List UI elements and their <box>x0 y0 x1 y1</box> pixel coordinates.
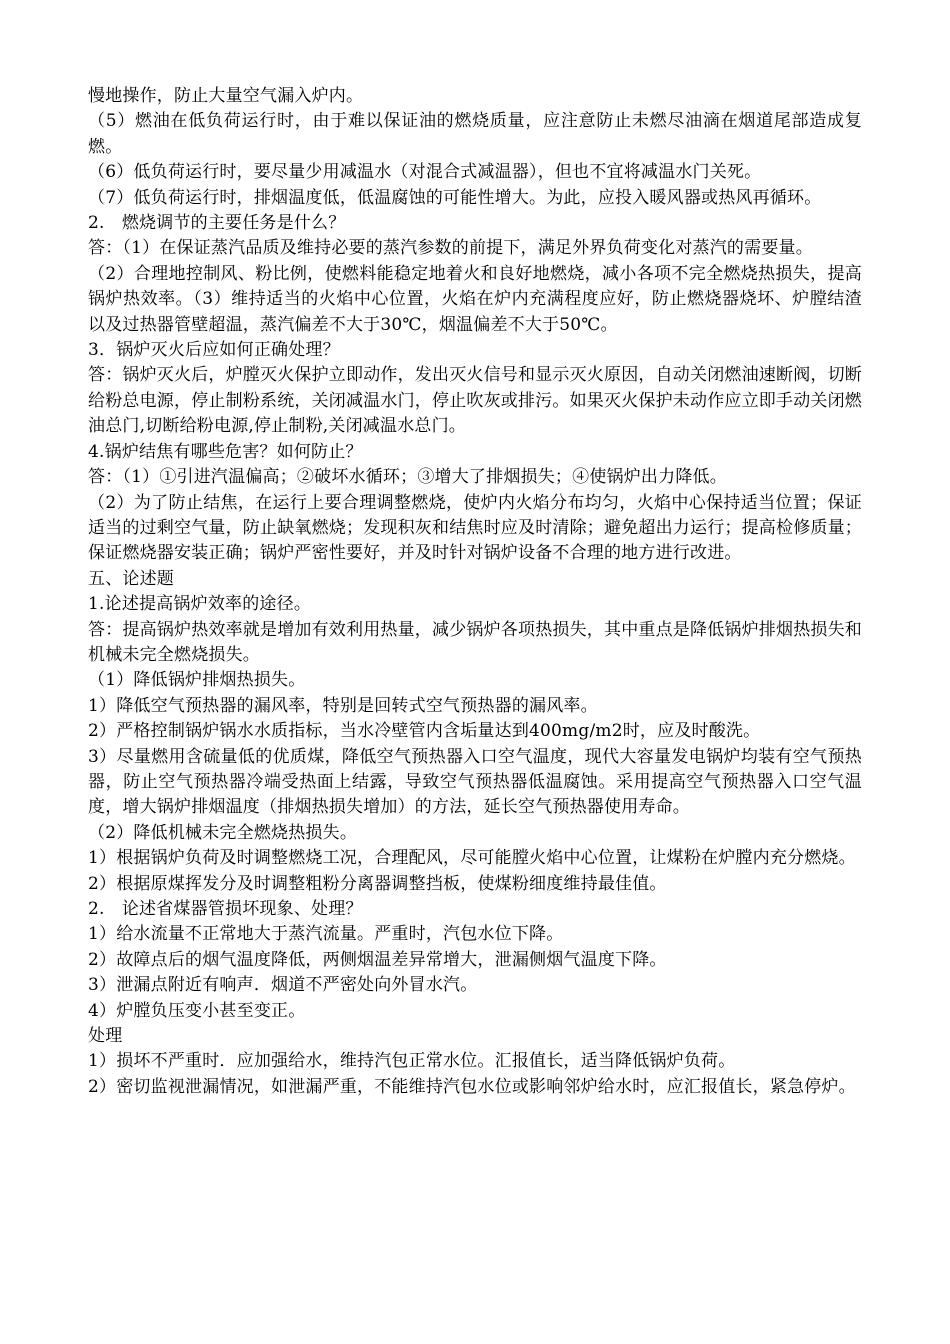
essay-2-symptom-4: 4）炉膛负压变小甚至变正。 <box>88 1000 306 1021</box>
essay-2-heading: 2. 论述省煤器管损坏现象、处理？ <box>88 899 363 919</box>
essay-1-item-2-2: 2）根据原煤挥发分及时调整粗粉分离器调整挡板，使煤粉细度维持最佳值。 <box>88 873 667 894</box>
essay-2-handling-2: 2）密切监视泄漏情况，如泄漏严重，不能维持汽包水位或影响邻炉给水时，应汇报值长，紧急停炉。 <box>88 1076 856 1097</box>
essay-1-heading: 1.论述提高锅炉效率的途径。 <box>88 594 312 615</box>
answer-4-part-1: 答：（1）①引进汽温偏高；②破坏水循环；③增大了排烟损失；④使锅炉出力降低。 <box>88 467 727 488</box>
essay-1-subheading-1: （1）降低锅炉排烟热损失。 <box>88 670 306 691</box>
essay-1-item-3: 3）尽量燃用含硫量低的优质煤，降低空气预热器入口空气温度，现代大容量发电锅炉均装有空气预热器，防止空气预热器冷端受热面上结露，导致空气预热器低温腐蚀。采用提高空气预热器入口空气温度，增大锅炉排烟温度（排烟热损失增加）的方法，延长空气预热器使用寿命。 <box>88 746 862 818</box>
question-3-heading: 3．锅炉灭火后应如何正确处理？ <box>88 340 340 361</box>
essay-2-handling-heading: 处理 <box>88 1026 123 1047</box>
document-page <box>88 84 862 1100</box>
question-4-heading: 4.锅炉结焦有哪些危害？如何防止？ <box>88 441 363 462</box>
answer-2-part-2: （2）合理地控制风、粉比例，使燃料能稳定地着火和良好地燃烧，减小各项不完全燃烧热损失，提高锅炉热效率。（3）维持适当的火焰中心位置，火焰在炉内充满程度应好，防止燃烧器烧坏、炉膛结渣以及过热器管壁超温，蒸汽偏差不大于30℃，烟温偏差不大于50℃。 <box>88 263 862 335</box>
essay-2-symptom-3: 3）泄漏点附近有响声．烟道不严密处向外冒水汽。 <box>88 975 478 996</box>
essay-2-symptom-1: 1）给水流量不正常地大于蒸汽流量。严重时，汽包水位下降。 <box>88 924 564 945</box>
paragraph-item-7: （7）低负荷运行时，排烟温度低，低温腐蚀的可能性增大。为此，应投入暖风器或热风再循环。 <box>88 187 822 208</box>
paragraph-continuation: 慢地操作，防止大量空气漏入炉内。 <box>88 86 364 106</box>
essay-1-item-2-1: 1）根据锅炉负荷及时调整燃烧工况，合理配风，尽可能膛火焰中心位置，让煤粉在炉膛内充分燃烧。 <box>88 848 856 869</box>
essay-1-item-2: 2）严格控制锅炉锅水水质指标，当水冷壁管内含垢量达到400mg/m2时，应及时酸洗。 <box>88 721 761 742</box>
answer-2-part-1: 答：（1）在保证蒸汽品质及维持必要的蒸汽参数的前提下，满足外界负荷变化对蒸汽的需要量。 <box>88 238 813 259</box>
essay-1-item-1: 1）降低空气预热器的漏风率，特别是回转式空气预热器的漏风率。 <box>88 695 598 716</box>
essay-1-subheading-2: （2）降低机械未完全燃烧热损失。 <box>88 822 358 843</box>
paragraph-item-5: （5）燃油在低负荷运行时，由于难以保证油的燃烧质量，应注意防止未燃尽油滴在烟道尾部造成复燃。 <box>88 111 862 157</box>
question-2-heading: 2. 燃烧调节的主要任务是什么？ <box>88 213 346 234</box>
answer-3: 答：锅炉灭火后，炉膛灭火保护立即动作，发出灭火信号和显示灭火原因，自动关闭燃油速断阀，切断给粉总电源，停止制粉系统，关闭减温水门，停止吹灰或排污。如果灭火保护未动作应立即手动关闭燃油总门,切断给粉电源,停止制粉,关闭减温水总门。 <box>88 365 862 437</box>
answer-4-part-2: （2）为了防止结焦，在运行上要合理调整燃烧，使炉内火焰分布均匀，火焰中心保持适当位置；保证适当的过剩空气量，防止缺氧燃烧；发现积灰和结焦时应及时清除；避免超出力运行；提高检修质量；保证燃烧器安装正确；锅炉严密性要好，并及时针对锅炉设备不合理的地方进行改进。 <box>88 492 862 564</box>
paragraph-item-6: （6）低负荷运行时，要尽量少用减温水（对混合式减温器），但也不宜将减温水门关死。 <box>88 162 762 183</box>
essay-1-answer: 答：提高锅炉热效率就是增加有效利用热量，减少锅炉各项热损失，其中重点是降低锅炉排烟热损失和机械未完全燃烧损失。 <box>88 619 862 665</box>
essay-2-handling-1: 1）损坏不严重时．应加强给水，维持汽包正常水位。汇报值长，适当降低锅炉负荷。 <box>88 1051 736 1072</box>
essay-2-symptom-2: 2）故障点后的烟气温度降低，两侧烟温差异常增大，泄漏侧烟气温度下降。 <box>88 949 667 970</box>
section-5-heading: 五、论述题 <box>88 568 174 589</box>
